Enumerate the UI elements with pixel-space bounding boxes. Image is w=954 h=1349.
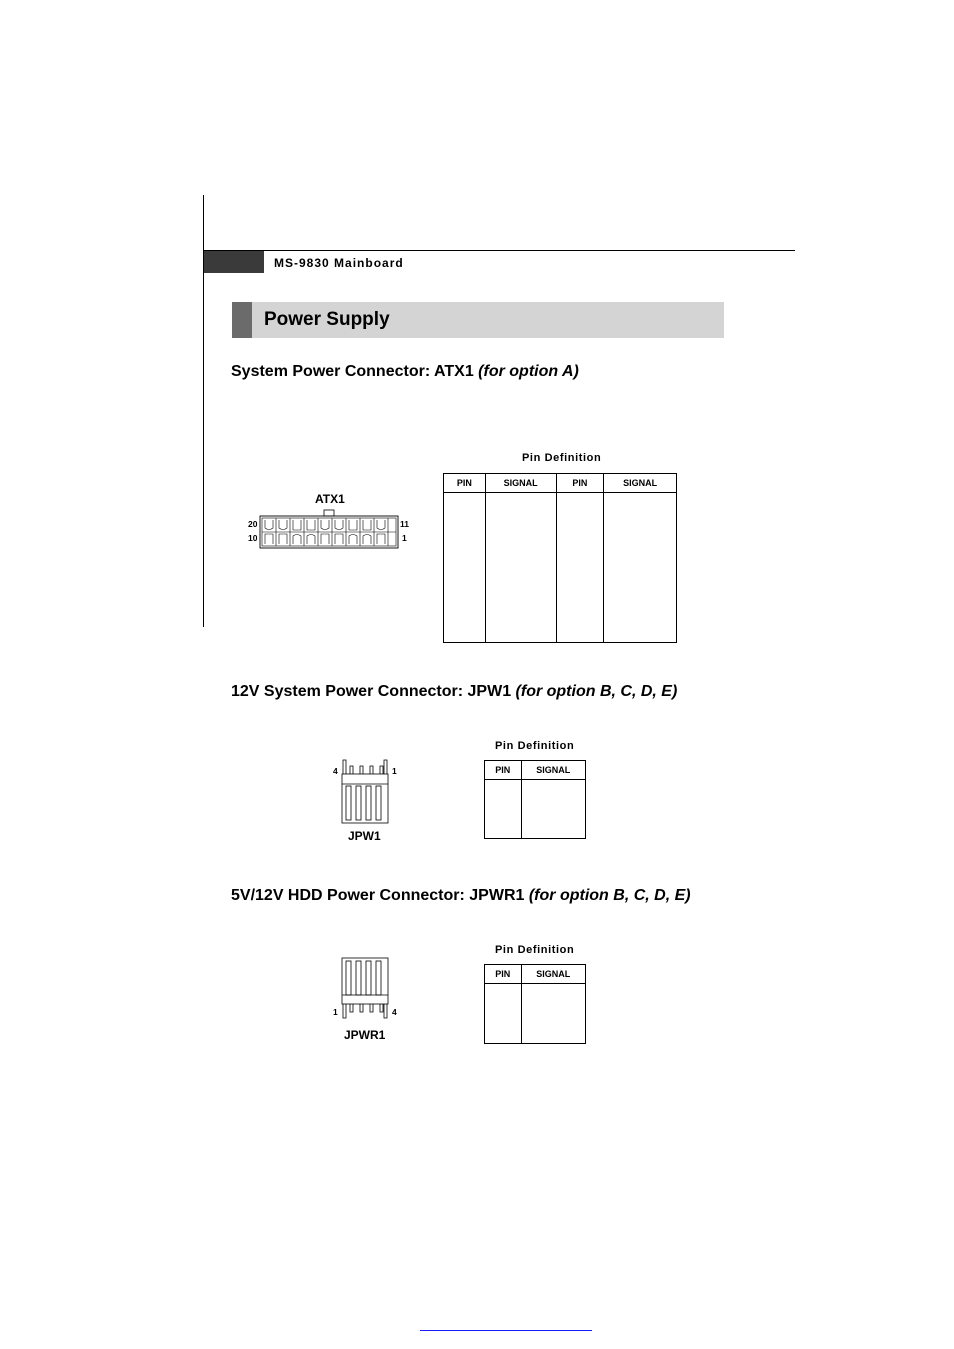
connector-label-atx1: ATX1 bbox=[315, 492, 345, 506]
pin-number: 20 bbox=[248, 519, 258, 529]
section-heading-atx1 bbox=[231, 363, 579, 381]
column-header: PIN bbox=[485, 761, 522, 780]
pin-number: 4 bbox=[392, 1007, 397, 1017]
column-header: SIGNAL bbox=[521, 761, 585, 780]
section-heading-option: (for option B, C, D, E) bbox=[528, 887, 691, 904]
section-heading-text: 5V/12V HDD Power Connector: JPWR1 bbox=[231, 887, 529, 904]
section-heading-text: System Power Connector: ATX1 bbox=[231, 363, 479, 380]
section-heading-jpw1 bbox=[231, 683, 677, 701]
column-header: PIN bbox=[485, 965, 522, 984]
pin-definition-table-jpwr1 bbox=[484, 964, 586, 1044]
pin-number: 1 bbox=[333, 1007, 338, 1017]
section-heading-option: (for option B, C, D, E) bbox=[515, 683, 678, 700]
pin-number: 11 bbox=[400, 519, 409, 529]
page-title: Power Supply bbox=[264, 309, 390, 330]
pin-definition-table-atx1 bbox=[443, 473, 677, 643]
column-header: PIN bbox=[444, 474, 486, 493]
pin-definition-title: Pin Definition bbox=[522, 452, 602, 464]
pin-number: 10 bbox=[248, 533, 258, 543]
section-heading-option: (for option A) bbox=[478, 363, 579, 380]
column-header: SIGNAL bbox=[485, 474, 556, 493]
section-heading-jpwr1 bbox=[231, 887, 691, 905]
pin-definition-table-jpw1 bbox=[484, 760, 586, 839]
pin-definition-title: Pin Definition bbox=[495, 944, 575, 956]
header-rule bbox=[203, 250, 795, 251]
jpwr1-connector-diagram bbox=[340, 956, 390, 1020]
column-header: SIGNAL bbox=[604, 474, 677, 493]
connector-label-jpw1: JPW1 bbox=[348, 829, 381, 843]
connector-label-jpwr1: JPWR1 bbox=[344, 1028, 386, 1042]
atx1-connector-diagram bbox=[258, 508, 402, 550]
pin-number: 1 bbox=[402, 533, 407, 543]
pin-definition-title: Pin Definition bbox=[495, 740, 575, 752]
running-header: MS-9830 Mainboard bbox=[274, 256, 404, 270]
title-accent bbox=[232, 302, 252, 338]
pin-number: 1 bbox=[392, 766, 397, 776]
pin-number: 4 bbox=[333, 766, 338, 776]
jpw1-connector-diagram bbox=[340, 758, 390, 826]
footer-link-underline[interactable] bbox=[420, 1330, 592, 1331]
header-block bbox=[204, 251, 264, 273]
column-header: PIN bbox=[556, 474, 604, 493]
section-heading-text: 12V System Power Connector: JPW1 bbox=[231, 683, 516, 700]
column-header: SIGNAL bbox=[521, 965, 585, 984]
